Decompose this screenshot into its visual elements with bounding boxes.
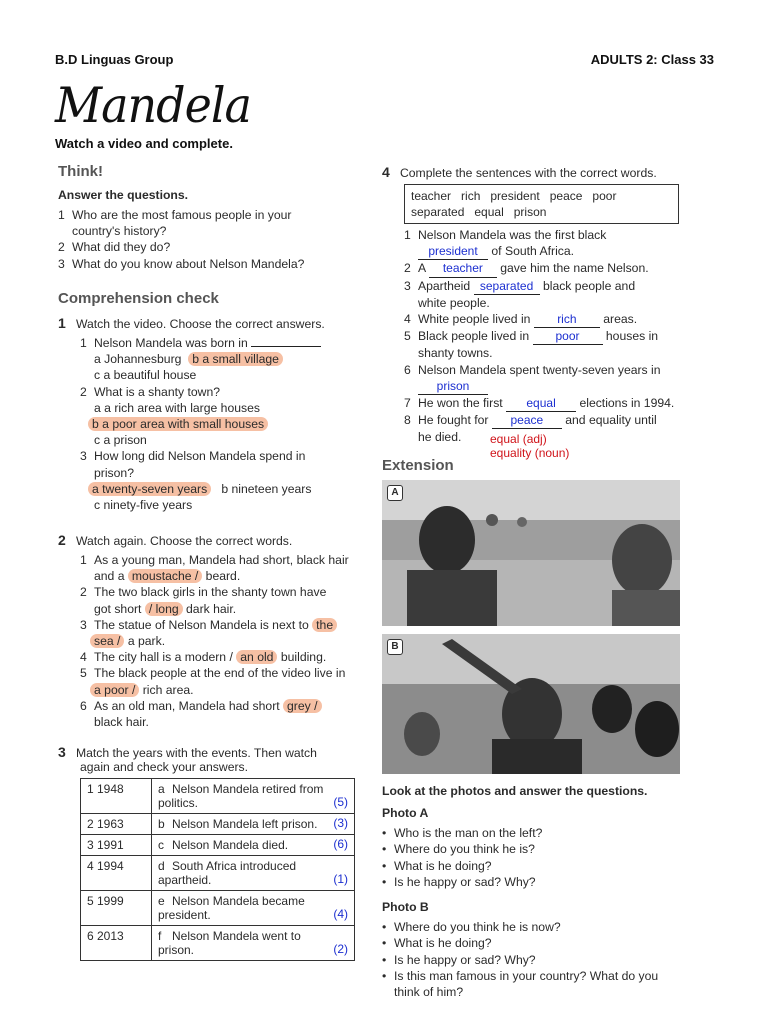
extension-instruction: Look at the photos and answer the questions. [382,784,648,798]
match-year: 5 1999 [81,891,152,926]
instruction: Watch a video and complete. [55,136,233,151]
match-answer: (4) [333,907,348,921]
match-event: South Africa introduced apartheid. [158,859,297,887]
grammar-note: equal (adj) equality (noun) [490,432,570,460]
think-questions: 1 Who are the most famous people in your country's history? 2 What did they do? 3 What do you know about Nelson Mandela? [58,208,305,271]
match-year: 3 1991 [81,835,152,856]
photo-b [382,634,680,774]
match-year: 2 1963 [81,814,152,835]
match-year: 6 2013 [81,926,152,961]
comprehension-title: Comprehension check [58,290,219,307]
photo-b-image [382,634,680,774]
answer-highlight: b a small village [188,352,283,366]
match-year: 1 1948 [81,779,152,814]
match-event: Nelson Mandela retired from politics. [158,782,324,810]
ex2-sentences: 1 As a young man, Mandela had short, black hair and a moustache / beard. 2 The two black girls in the shanty town have got short / long dark hair. 3 The statue of Nelson Mandela is next to the sea / a park. 4 The city hall is a modern / an old building. 5 The black people at the end of the video live in a poor / rich area. 6 As an old man, Mandela had short grey / black hair. [80,553,349,730]
match-event: Nelson Mandela left prison. [172,817,318,831]
match-answer: (5) [333,795,348,809]
class-label: ADULTS 2: Class 33 [590,52,714,67]
ex3-title: 3 Match the years with the events. Then watch again and check your answers. [58,744,317,774]
ex1-title: 1 Watch the video. Choose the correct answers. [58,315,325,331]
match-row [81,891,355,926]
photo-a-image [382,480,680,626]
match-letter: f [158,929,162,943]
match-row [81,835,355,856]
match-letter: a [158,782,165,796]
match-answer: (2) [333,942,348,956]
match-row [81,779,355,814]
match-answer: (1) [333,872,348,886]
ex2-title: 2 Watch again. Choose the correct words. [58,532,293,548]
photo-a [382,480,680,626]
photo-b-label: B [387,639,403,655]
match-row [81,856,355,891]
match-letter: d [158,859,165,873]
ex4-sentences: 1 Nelson Mandela was the first black president of South Africa. 2 A teacher gave him the name Nelson. 3 Apartheid separated black people and white people. 4 White people lived in rich areas. 5 Black people lived in poor houses in shanty towns. 6 Nelson Mandela spent twenty-seven years in prison 7 He won the first equal elections in 1994. 8 He fought for peace and equality until he died. [404,228,675,445]
photo-b-questions: Photo B • Where do you think he is now? • What is he doing? • Is he happy or sad? Why? • Is this man famous in your country? What do you think of him? [382,899,692,1000]
think-title: Think! [58,163,103,180]
match-event: Nelson Mandela became president. [158,894,305,922]
answer-highlight: a twenty-seven years [88,482,211,496]
match-row [81,926,355,961]
match-answer: (6) [333,837,348,851]
photo-a-label: A [387,485,403,501]
photo-a-questions: Photo A • Who is the man on the left? • Where do you think he is? • What is he doing? • Is he happy or sad? Why? [382,805,682,890]
think-subtitle: Answer the questions. [58,188,189,202]
match-letter: e [158,894,165,908]
mandela-logo: Mandela [55,76,251,134]
extension-title: Extension [382,457,454,474]
match-answer: (3) [333,816,348,830]
ex1-questions: 1 Nelson Mandela was born in a Johannesburg b a small village c a beautiful house 2 What is a shanty town? a a rich area with large houses b a poor area with small houses c a prison 3 How long did Nelson Mandela spend in prison? a twenty-seven years b nineteen years c ninety-five years [80,335,360,513]
match-row [81,814,355,835]
match-table [80,778,355,961]
match-year: 4 1994 [81,856,152,891]
answer-highlight: b a poor area with small houses [88,417,268,431]
word-box: teacher rich president peace poor separated equal prison [404,184,679,224]
school-name: B.D Linguas Group [55,52,174,67]
match-event: Nelson Mandela died. [172,838,289,852]
match-event: Nelson Mandela went to prison. [158,929,301,957]
answer-president: president [418,243,488,260]
match-letter: b [158,817,165,831]
match-letter: c [158,838,164,852]
ex4-title: 4 Complete the sentences with the correct words. [382,164,657,180]
